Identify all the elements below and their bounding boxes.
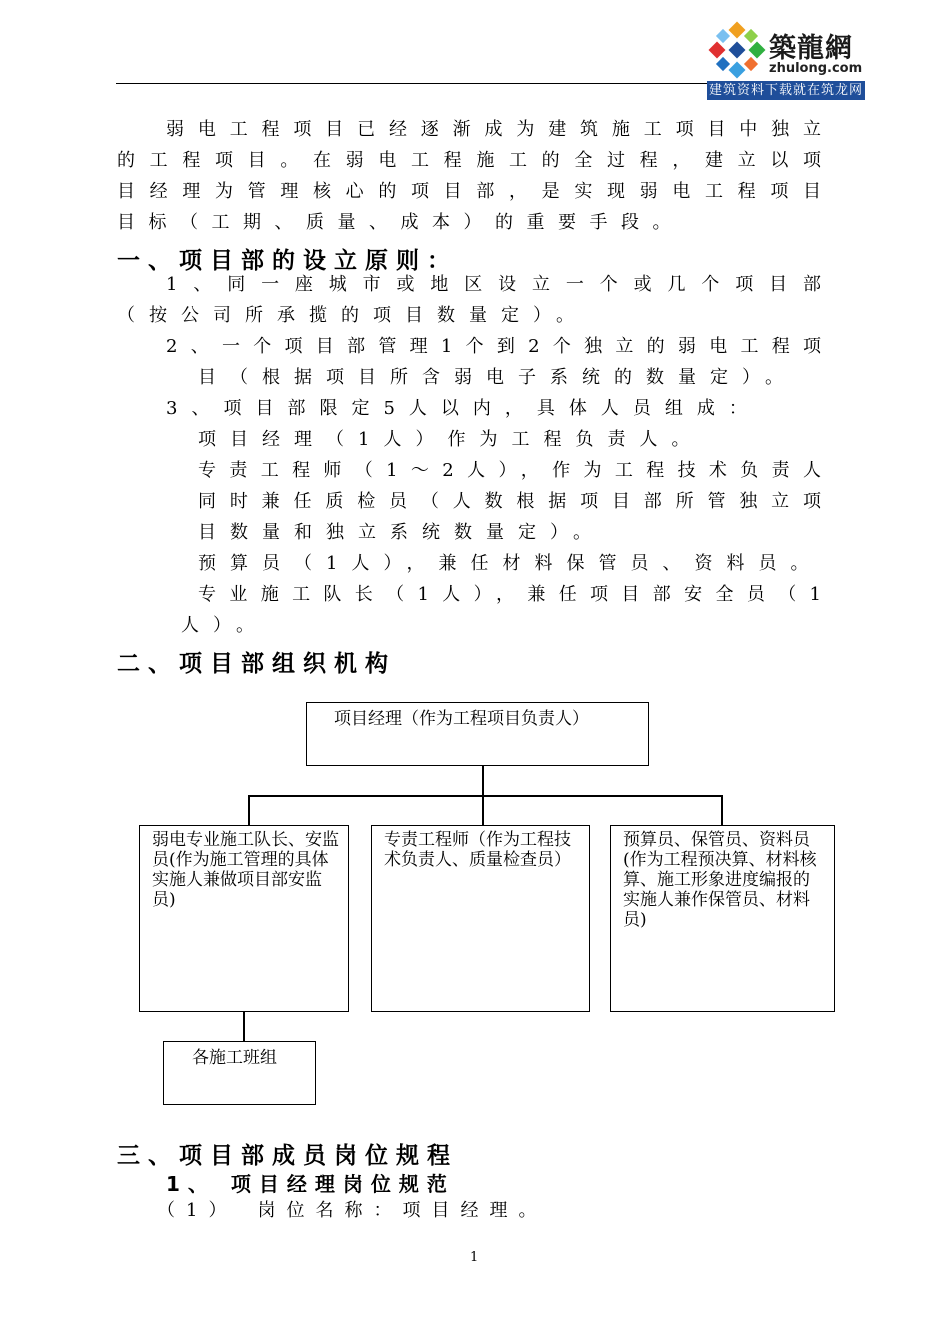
logo-name: 築龍網 xyxy=(769,33,853,64)
logo-domain: zhulong.com xyxy=(769,61,863,76)
section1-line-3: 2、一个项目部管理1个到2个独立的弱电工程项 xyxy=(166,336,821,357)
org-box-left xyxy=(139,825,349,1012)
org-connector-top xyxy=(482,766,484,796)
section3-item-1: （1） 岗位名称：项目经理。 xyxy=(157,1200,548,1221)
section1-line-11: 专业施工队长（1人），兼任项目部安全员（1 xyxy=(198,584,821,605)
section1-line-6: 项目经理（1人）作为工程负责人。 xyxy=(198,429,704,450)
section1-line-8: 同时兼任质检员（人数根据项目部所管独立项 xyxy=(198,491,821,512)
org-connector-right xyxy=(721,795,723,826)
page-number: 1 xyxy=(470,1250,479,1265)
zhulong-logo xyxy=(707,20,865,102)
section1-line-1: 1、同一座城市或地区设立一个或几个项目部 xyxy=(166,274,821,295)
section1-line-10: 预算员（1人），兼任材料保管员、资料员。 xyxy=(198,553,823,574)
intro-line-4: 目标（工期、质量、成本）的重要手段。 xyxy=(117,212,684,233)
intro-line-3: 目经理为管理核心的项目部，是实现弱电工程项目 xyxy=(117,181,821,202)
org-left-label: 弱电专业施工队长、安监员(作为施工管理的具体实施人兼做项目部安监员) xyxy=(152,830,339,910)
intro-line-1: 弱电工程项目已经逐渐成为建筑施工项目中独立 xyxy=(166,119,821,140)
section1-line-12: 人）。 xyxy=(181,615,268,636)
logo-slogan: 建筑资料下载就在筑龙网 xyxy=(708,83,863,98)
org-middle-label: 专责工程师（作为工程技术负责人、质量检查员） xyxy=(384,830,571,870)
org-box-bottom xyxy=(163,1041,316,1105)
intro-line-2: 的工程项目。在弱电工程施工的全过程，建立以项 xyxy=(117,150,821,171)
org-box-middle xyxy=(371,825,590,1012)
section3-subheading: 1、 项目经理岗位规范 xyxy=(166,1172,455,1196)
org-bottom-label: 各施工班组 xyxy=(192,1048,277,1068)
section1-line-5: 3、项目部限定5人以内，具体人员组成： xyxy=(166,398,761,419)
section1-line-7: 专责工程师（1～2人），作为工程技术负责人 xyxy=(198,460,821,481)
section1-line-2: （按公司所承揽的项目数量定）。 xyxy=(117,305,588,326)
header-rule xyxy=(116,83,716,84)
section1-heading: 一、项目部的设立原则： xyxy=(117,248,458,274)
org-box-top xyxy=(306,702,649,766)
org-right-label: 预算员、保管员、资料员(作为工程预决算、材料核算、施工形象进度编报的实施人兼作保管员、材料员) xyxy=(623,830,817,930)
pinwheel-logo-icon xyxy=(707,20,767,80)
org-box-right xyxy=(610,825,835,1012)
org-connector-bottom xyxy=(243,1012,245,1042)
org-top-label: 项目经理（作为工程项目负责人） xyxy=(334,709,589,729)
org-connector-middle xyxy=(482,795,484,826)
org-connector-horizontal xyxy=(248,795,722,797)
org-connector-left xyxy=(248,795,250,826)
section1-line-4: 目（根据项目所含弱电子系统的数量定）。 xyxy=(198,367,797,388)
section3-heading: 三、项目部成员岗位规程 xyxy=(117,1143,458,1169)
section1-line-9: 目数量和独立系统数量定）。 xyxy=(198,522,605,543)
section2-heading: 二、项目部组织机构 xyxy=(117,651,396,677)
